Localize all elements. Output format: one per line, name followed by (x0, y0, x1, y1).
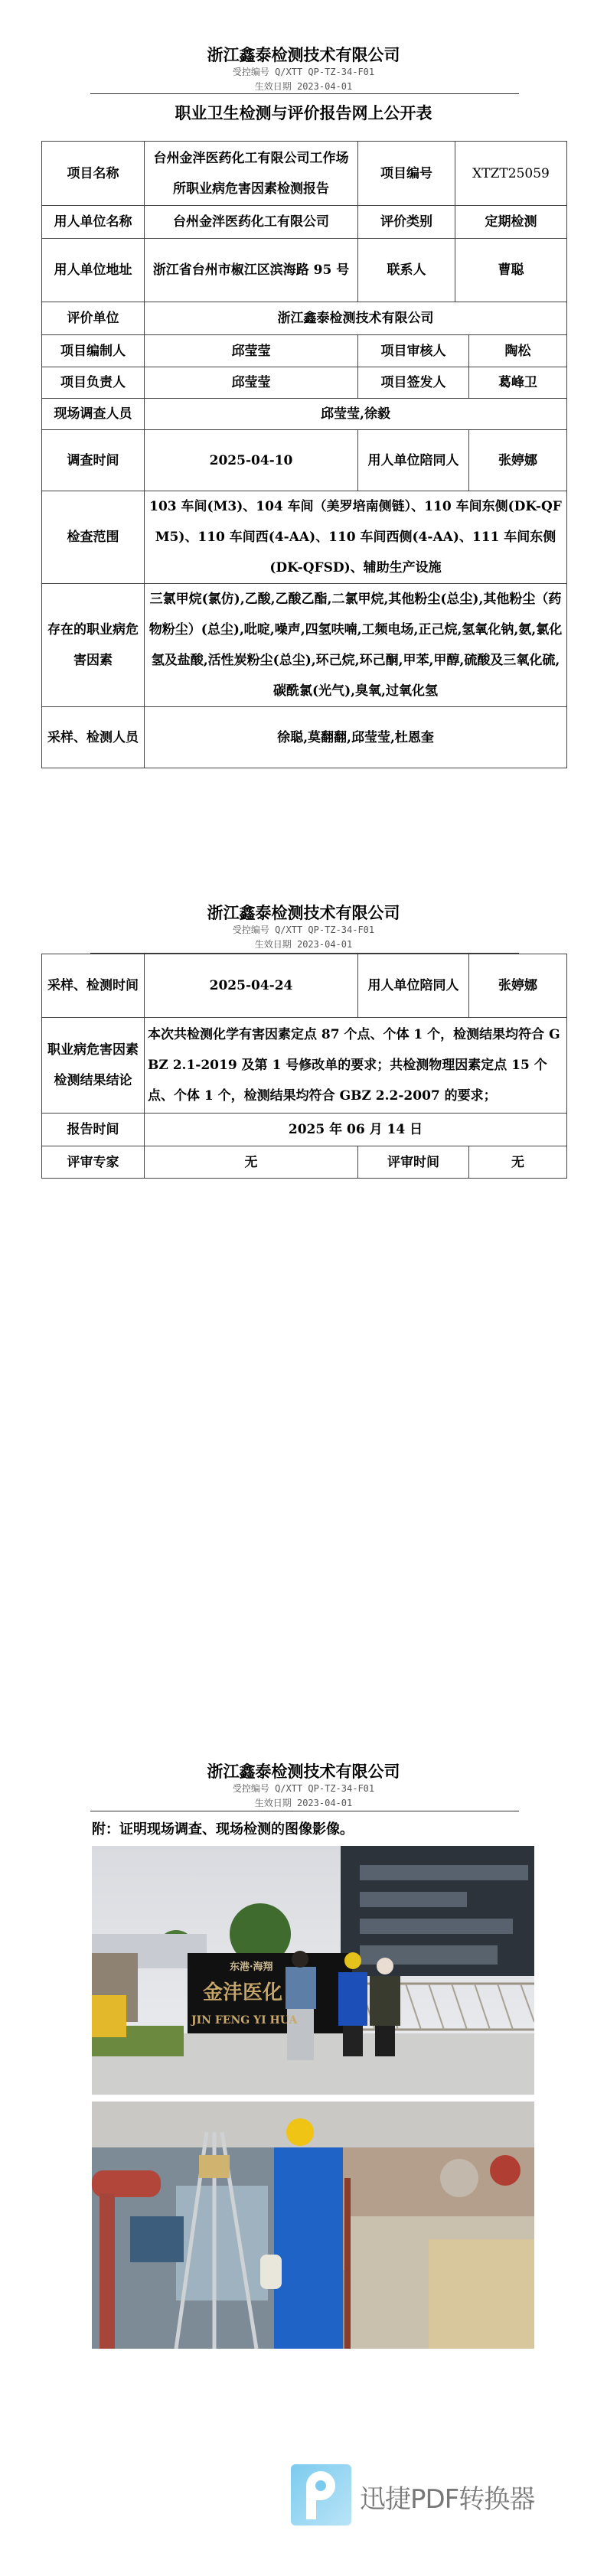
control-number: 受控编号 Q/XTT QP-TZ-34-F01 (232, 1783, 375, 1794)
table-row (42, 302, 567, 335)
label: 用人单位陪同人 (358, 954, 469, 1018)
sign-line3: JIN FENG YI HUA (191, 2014, 298, 2027)
value: 浙江鑫泰检测技术有限公司 (145, 302, 567, 335)
value: 陶松 (469, 335, 567, 367)
label: 报告时间 (42, 1114, 145, 1146)
value: 本次共检测化学有害因素定点 87 个点、个体 1 个，检测结果均符合 GBZ 2.1-2019 及第 1 号修改单的要求；共检测物理因素定点 15 个点、个体 1 个，检测结果均符合 GBZ 2.2-2007 的要求； (145, 1018, 567, 1114)
value: 浙江省台州市椒江区滨海路 95 号 (145, 239, 358, 302)
disclosure-table-part1 (41, 141, 567, 768)
report-title: 职业卫生检测与评价报告网上公开表 (175, 103, 432, 122)
label: 现场调查人员 (42, 399, 145, 430)
value: 无 (145, 1146, 358, 1179)
table-row (42, 142, 567, 206)
table-row (42, 1018, 567, 1114)
site-detection-photo (92, 2102, 534, 2349)
label: 项目名称 (42, 142, 145, 206)
label: 项目负责人 (42, 367, 145, 399)
value: 邱莹莹 (145, 367, 358, 399)
label: 采样、检测时间 (42, 954, 145, 1018)
value: 定期检测 (455, 206, 567, 239)
value: 无 (469, 1146, 567, 1179)
value: 103 车间(M3)、104 车间（美罗培南侧链）、110 车间东侧(DK-QFM5)、110 车间西(4-AA)、110 车间西侧(4-AA)、111 车间东侧(DK-QFSD)、辅助生产设施 (145, 491, 567, 584)
table-row (42, 707, 567, 768)
label: 存在的职业病危害因素 (42, 584, 145, 707)
value: 邱莹莹 (145, 335, 358, 367)
effective-date: 生效日期 2023-04-01 (254, 1798, 353, 1808)
value: 葛峰卫 (469, 367, 567, 399)
page2-header (0, 903, 607, 952)
value: 邱莹莹,徐毅 (145, 399, 567, 430)
value: 张婷娜 (469, 430, 567, 491)
label: 用人单位地址 (42, 239, 145, 302)
value: 2025-04-10 (145, 430, 358, 491)
table-row (42, 367, 567, 399)
control-number: 受控编号 Q/XTT QP-TZ-34-F01 (232, 67, 375, 77)
value: 台州金泮医药化工有限公司工作场所职业病危害因素检测报告 (145, 142, 358, 206)
label: 项目编制人 (42, 335, 145, 367)
value: 张婷娜 (469, 954, 567, 1018)
sign-line2: 金沣医化 (203, 1981, 283, 2004)
header-divider (90, 93, 519, 94)
table-row (42, 584, 567, 707)
sign-line1: 东港·海翔 (230, 1961, 273, 1973)
table-row (42, 430, 567, 491)
label: 职业病危害因素检测结果结论 (42, 1018, 145, 1114)
value: 徐聪,莫翻翻,邱莹莹,杜恩奎 (145, 707, 567, 768)
disclosure-table-part2 (41, 954, 567, 1179)
label: 采样、检测人员 (42, 707, 145, 768)
value: 曹聪 (455, 239, 567, 302)
table-row (42, 206, 567, 239)
watermark-text: 迅捷PDF转换器 (360, 2484, 535, 2515)
pdf-converter-logo-icon (291, 2464, 351, 2525)
table-row (42, 335, 567, 367)
table-row (42, 239, 567, 302)
page1-header (0, 45, 607, 94)
site-survey-photo (92, 1846, 534, 2095)
table-row (42, 954, 567, 1018)
company-name: 浙江鑫泰检测技术有限公司 (207, 45, 400, 64)
table-row (42, 399, 567, 430)
table-row (42, 1114, 567, 1146)
table-row (42, 1146, 567, 1179)
effective-date: 生效日期 2023-04-01 (254, 939, 353, 950)
label: 用人单位陪同人 (358, 430, 469, 491)
label: 评审专家 (42, 1146, 145, 1179)
label: 联系人 (358, 239, 455, 302)
label: 项目签发人 (358, 367, 469, 399)
label: 检查范围 (42, 491, 145, 584)
label: 用人单位名称 (42, 206, 145, 239)
value: 台州金泮医药化工有限公司 (145, 206, 358, 239)
label: 项目审核人 (358, 335, 469, 367)
effective-date: 生效日期 2023-04-01 (254, 81, 353, 92)
table-row (42, 491, 567, 584)
attachment-title: 附：证明现场调查、现场检测的图像影像。 (92, 1821, 354, 1837)
label: 评审时间 (358, 1146, 469, 1179)
value: XTZT25059 (455, 142, 567, 206)
value: 三氯甲烷(氯仿),乙酸,乙酸乙酯,二氯甲烷,其他粉尘(总尘),其他粉尘（药物粉尘）(总尘),吡啶,噪声,四氢呋喃,工频电场,正己烷,氢氧化钠,氨,氯化氢及盐酸,活性炭粉尘(总尘),环己烷,环己酮,甲苯,甲醇,硫酸及三氧化硫,碳酰氯(光气),臭氧,过氧化氢 (145, 584, 567, 707)
control-number: 受控编号 Q/XTT QP-TZ-34-F01 (232, 924, 375, 935)
label: 调查时间 (42, 430, 145, 491)
company-name: 浙江鑫泰检测技术有限公司 (207, 1762, 400, 1781)
label: 评价单位 (42, 302, 145, 335)
value: 2025 年 06 月 14 日 (145, 1114, 567, 1146)
label: 评价类别 (358, 206, 455, 239)
label: 项目编号 (358, 142, 455, 206)
page3-header (0, 1762, 607, 1811)
company-name: 浙江鑫泰检测技术有限公司 (207, 903, 400, 922)
value: 2025-04-24 (145, 954, 358, 1018)
